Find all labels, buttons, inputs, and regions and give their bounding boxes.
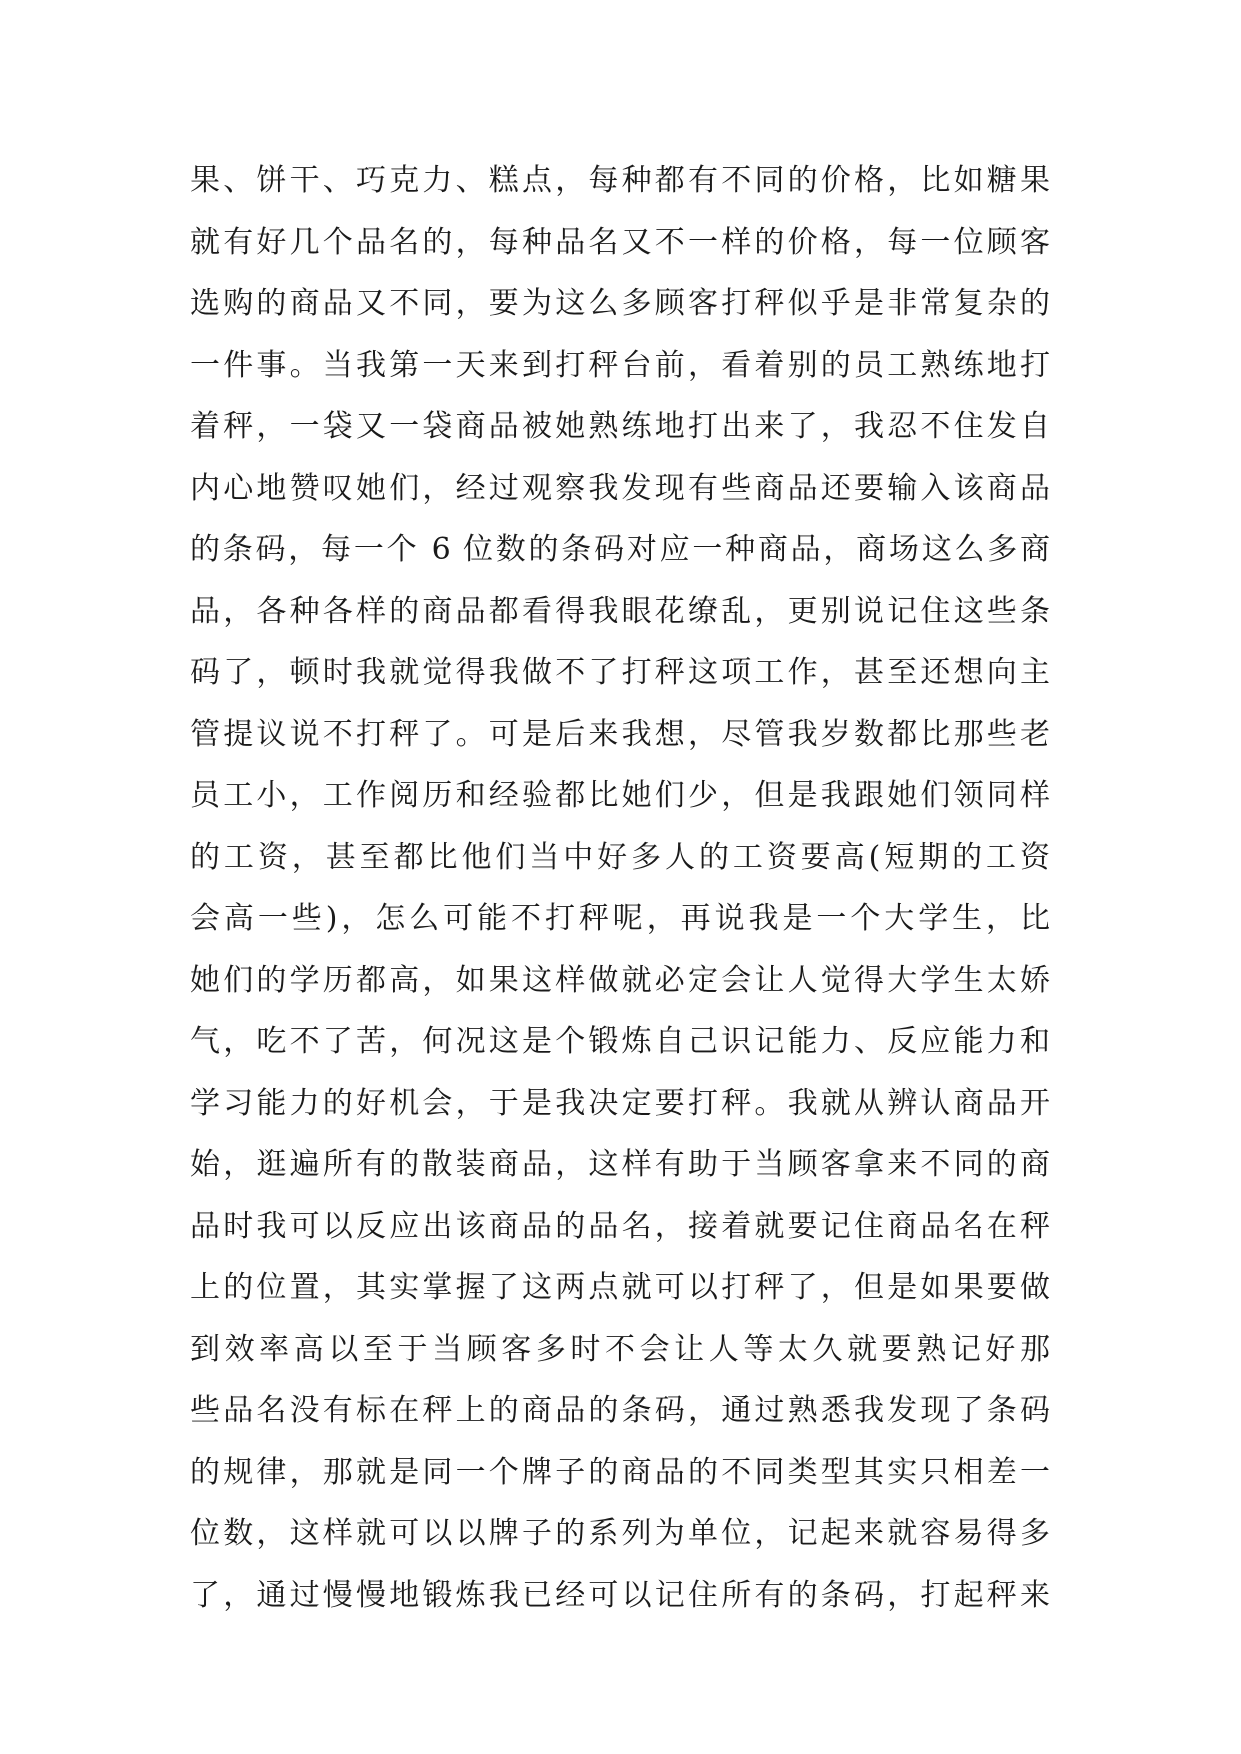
text-line: 内心地赞叹她们，经过观察我发现有些商品还要输入该商品 xyxy=(190,470,1050,506)
text-line: 气，吃不了苦，何况这是个锻炼自己识记能力、反应能力和 xyxy=(190,1024,1050,1059)
text-line: 她们的学历都高，如果这样做就必定会让人觉得大学生太娇 xyxy=(190,962,1050,998)
text-line: 会高一些)，怎么可能不打秤呢，再说我是一个大学生，比 xyxy=(190,901,1050,936)
text-line: 选购的商品又不同，要为这么多顾客打秤似乎是非常复杂的 xyxy=(190,286,1050,321)
text-line: 就有好几个品名的，每种品名又不一样的价格，每一位顾客 xyxy=(190,224,1050,260)
text-line: 码了，顿时我就觉得我做不了打秤这项工作，甚至还想向主 xyxy=(190,655,1050,690)
text-line: 品，各种各样的商品都看得我眼花缭乱，更别说记住这些条 xyxy=(190,593,1050,629)
body-paragraph xyxy=(190,150,1050,1626)
text-line: 始，逛遍所有的散装商品，这样有助于当顾客拿来不同的商 xyxy=(190,1147,1050,1182)
text-line: 着秤，一袋又一袋商品被她熟练地打出来了，我忍不住发自 xyxy=(190,409,1050,444)
text-line: 管提议说不打秤了。可是后来我想，尽管我岁数都比那些老 xyxy=(190,716,1050,752)
text-line: 学习能力的好机会，于是我决定要打秤。我就从辨认商品开 xyxy=(190,1085,1050,1121)
text-line: 果、饼干、巧克力、糕点，每种都有不同的价格，比如糖果 xyxy=(190,163,1050,198)
text-line: 一件事。当我第一天来到打秤台前，看着别的员工熟练地打 xyxy=(190,347,1050,383)
text-line: 上的位置，其实掌握了这两点就可以打秤了，但是如果要做 xyxy=(190,1270,1050,1305)
text-line: 的条码，每一个 6 位数的条码对应一种商品，商场这么多商 xyxy=(190,532,1050,567)
text-line: 些品名没有标在秤上的商品的条码，通过熟悉我发现了条码 xyxy=(190,1393,1050,1428)
text-line: 员工小，工作阅历和经验都比她们少，但是我跟她们领同样 xyxy=(190,778,1050,813)
text-line: 的工资，甚至都比他们当中好多人的工资要高(短期的工资 xyxy=(190,839,1050,875)
text-line: 的规律，那就是同一个牌子的商品的不同类型其实只相差一 xyxy=(190,1454,1050,1490)
text-line: 到效率高以至于当顾客多时不会让人等太久就要熟记好那 xyxy=(190,1331,1050,1367)
text-line: 品时我可以反应出该商品的品名，接着就要记住商品名在秤 xyxy=(190,1208,1050,1244)
text-line: 位数，这样就可以以牌子的系列为单位，记起来就容易得多 xyxy=(190,1516,1050,1551)
text-line: 了，通过慢慢地锻炼我已经可以记住所有的条码，打起秤来 xyxy=(190,1577,1050,1613)
